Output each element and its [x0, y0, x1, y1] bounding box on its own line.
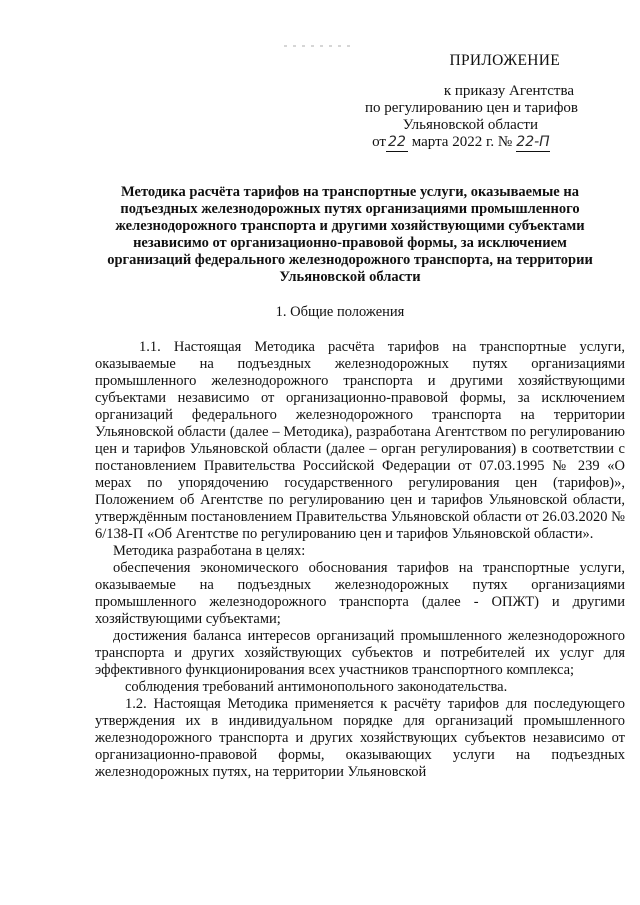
- handwritten-number: 22-П: [516, 134, 550, 150]
- body-text: [95, 339, 625, 781]
- appendix-title: ПРИЛОЖЕНИЕ: [449, 52, 560, 69]
- paragraph-goal-3: соблюдения требований антимонопольного законодательства.: [125, 679, 508, 695]
- paragraph-goal-1: обеспечения экономического обоснования тарифов на транспортные услуги, оказываемые на подъездных железнодорожных путях организациями промышленного железнодорожного транспорта (далее - ОПЖТ) и другими хозяйствующими субъектами;: [95, 560, 625, 627]
- appendix-line-order: к приказу Агентства: [443, 83, 574, 99]
- document-title: Методика расчёта тарифов на транспортные услуги, оказываемые на подъездных железнодорожных путях организациями промышленного железнодорожного транспорта и другими хозяйствующими субъектами независимо от организационно-правовой формы, за исключением организаций федерального железнодорожного транспорта, на территории Ульяновской области: [107, 184, 593, 285]
- handwritten-date: 22: [386, 134, 408, 152]
- appendix-line-region: Ульяновской области: [402, 117, 538, 133]
- appendix-date-line: [304, 134, 550, 152]
- date-suffix: марта 2022 г. №: [411, 134, 513, 150]
- section-heading: 1. Общие положения: [275, 304, 405, 320]
- appendix-line-agency: по регулированию цен и тарифов: [365, 100, 578, 116]
- paragraph-1-2: 1.2. Настоящая Методика применяется к расчёту тарифов для последующего утверждения их в индивидуальном порядке для организаций промышленного железнодорожного транспорта и других хозяйствующих субъектов независимо от организационно-правовой формы, оказывающих услуги на подъездных железнодорожных путях, на территории Ульяновской: [95, 696, 625, 780]
- paragraph-goal-2: достижения баланса интересов организаций промышленного железнодорожного транспорта и других хозяйствующих субъектов и потребителей их услуг для эффективного функционирования всех участников транспортного комплекса;: [95, 628, 625, 678]
- paragraph-goals-intro: Методика разработана в целях:: [113, 543, 306, 559]
- paragraph-1-1: 1.1. Настоящая Методика расчёта тарифов на транспортные услуги, оказываемые на подъездных железнодорожных путях организациями промышленного железнодорожного транспорта и другими хозяйствующими субъектами независимо от организационно-правовой формы, за исключением организаций федерального железнодорожного транспорта на территории Ульяновской области (далее – Методика), разработана Агентством по регулированию цен и тарифов Ульяновской области (далее – орган регулирования) в соответствии с постановлением Правительства Российской Федерации от 07.03.1995 № 239 «О мерах по упорядочению государственного регулирования цен (тарифов)», Положением об Агентстве по регулированию цен и тарифов Ульяновской области, утверждённым постановлением Правительства Ульяновской области от 26.03.2020 № 6/138-П «Об Агентстве по регулированию цен и тарифов Ульяновской области».: [95, 339, 625, 542]
- date-prefix: от: [372, 134, 386, 150]
- scan-artifact: [284, 45, 356, 47]
- appendix-block: [304, 52, 604, 152]
